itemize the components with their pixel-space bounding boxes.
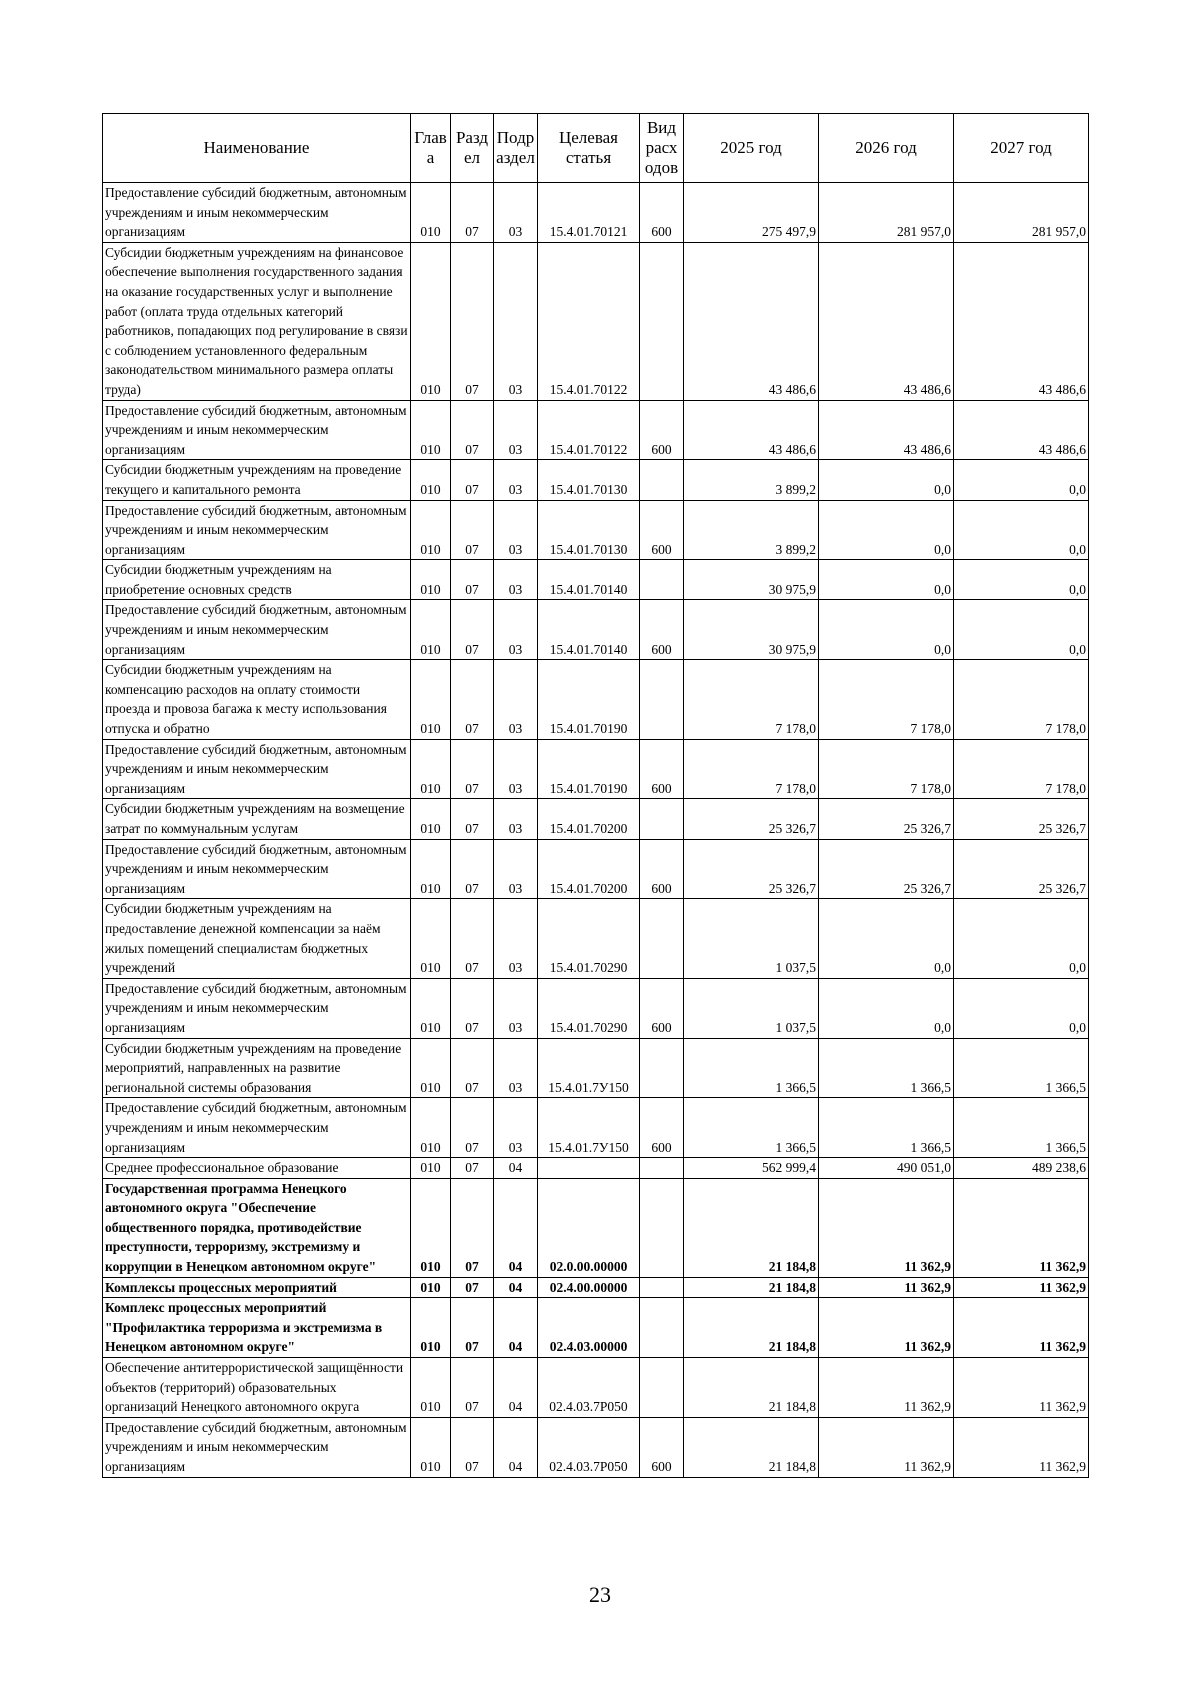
table-row — [103, 660, 1089, 739]
statya-cell: 02.0.00.00000 — [538, 1178, 640, 1277]
glava-cell: 010 — [411, 1038, 451, 1098]
razdel-cell: 07 — [451, 600, 494, 660]
row-name: Субсидии бюджетным учреждениям на возмещение затрат по коммунальным услугам — [103, 799, 411, 839]
value-2026: 281 957,0 — [819, 183, 954, 243]
row-name: Комплексы процессных мероприятий — [103, 1277, 411, 1298]
statya-cell: 15.4.01.70200 — [538, 799, 640, 839]
podrazdel-cell: 04 — [494, 1417, 538, 1477]
value-2027: 0,0 — [954, 899, 1089, 978]
vid-cell — [640, 560, 684, 600]
glava-cell: 010 — [411, 799, 451, 839]
value-2027: 0,0 — [954, 560, 1089, 600]
glava-cell: 010 — [411, 560, 451, 600]
value-2027: 11 362,9 — [954, 1178, 1089, 1277]
value-2025: 21 184,8 — [684, 1417, 819, 1477]
glava-cell: 010 — [411, 400, 451, 460]
value-2026: 11 362,9 — [819, 1277, 954, 1298]
header-podrazdel: Подр аздел — [494, 114, 538, 183]
value-2025: 30 975,9 — [684, 600, 819, 660]
vid-cell: 600 — [640, 500, 684, 560]
value-2027: 25 326,7 — [954, 839, 1089, 899]
razdel-cell: 07 — [451, 1277, 494, 1298]
razdel-cell: 07 — [451, 1038, 494, 1098]
razdel-cell: 07 — [451, 183, 494, 243]
razdel-cell: 07 — [451, 739, 494, 799]
razdel-cell: 07 — [451, 242, 494, 400]
value-2025: 7 178,0 — [684, 660, 819, 739]
value-2025: 21 184,8 — [684, 1358, 819, 1418]
vid-cell: 600 — [640, 183, 684, 243]
value-2027: 11 362,9 — [954, 1358, 1089, 1418]
table-row — [103, 1417, 1089, 1477]
podrazdel-cell: 04 — [494, 1298, 538, 1358]
value-2026: 0,0 — [819, 460, 954, 500]
statya-cell: 15.4.01.70130 — [538, 500, 640, 560]
row-name: Субсидии бюджетным учреждениям на проведение мероприятий, направленных на развитие региональной системы образования — [103, 1038, 411, 1098]
vid-cell: 600 — [640, 839, 684, 899]
value-2025: 7 178,0 — [684, 739, 819, 799]
value-2027: 11 362,9 — [954, 1417, 1089, 1477]
value-2027: 281 957,0 — [954, 183, 1089, 243]
value-2027: 0,0 — [954, 600, 1089, 660]
value-2027: 43 486,6 — [954, 242, 1089, 400]
vid-cell — [640, 242, 684, 400]
table-row — [103, 242, 1089, 400]
glava-cell: 010 — [411, 739, 451, 799]
value-2027: 0,0 — [954, 978, 1089, 1038]
vid-cell — [640, 1358, 684, 1418]
podrazdel-cell: 04 — [494, 1277, 538, 1298]
value-2027: 489 238,6 — [954, 1158, 1089, 1179]
vid-cell: 600 — [640, 600, 684, 660]
value-2026: 11 362,9 — [819, 1298, 954, 1358]
header-statya: Целевая статья — [538, 114, 640, 183]
vid-cell — [640, 1158, 684, 1179]
row-name: Обеспечение антитеррористической защищённости объектов (территорий) образовательных организаций Ненецкого автономного округа — [103, 1358, 411, 1418]
table-row — [103, 600, 1089, 660]
value-2026: 0,0 — [819, 978, 954, 1038]
header-2025: 2025 год — [684, 114, 819, 183]
razdel-cell: 07 — [451, 799, 494, 839]
value-2027: 11 362,9 — [954, 1298, 1089, 1358]
podrazdel-cell: 03 — [494, 1098, 538, 1158]
header-glava: Глав а — [411, 114, 451, 183]
row-name: Предоставление субсидий бюджетным, автономным учреждениям и иным некоммерческим организациям — [103, 400, 411, 460]
header-2027: 2027 год — [954, 114, 1089, 183]
podrazdel-cell: 03 — [494, 899, 538, 978]
razdel-cell: 07 — [451, 1298, 494, 1358]
value-2025: 1 366,5 — [684, 1098, 819, 1158]
table-row — [103, 183, 1089, 243]
value-2026: 1 366,5 — [819, 1098, 954, 1158]
glava-cell: 010 — [411, 600, 451, 660]
vid-cell: 600 — [640, 978, 684, 1038]
value-2025: 21 184,8 — [684, 1298, 819, 1358]
value-2025: 1 037,5 — [684, 978, 819, 1038]
value-2026: 0,0 — [819, 899, 954, 978]
podrazdel-cell: 03 — [494, 560, 538, 600]
value-2025: 3 899,2 — [684, 500, 819, 560]
glava-cell: 010 — [411, 1298, 451, 1358]
value-2026: 490 051,0 — [819, 1158, 954, 1179]
vid-cell — [640, 799, 684, 839]
podrazdel-cell: 04 — [494, 1178, 538, 1277]
podrazdel-cell: 03 — [494, 400, 538, 460]
table-row — [103, 739, 1089, 799]
statya-cell: 02.4.03.7Р050 — [538, 1358, 640, 1418]
value-2025: 21 184,8 — [684, 1178, 819, 1277]
value-2026: 25 326,7 — [819, 799, 954, 839]
glava-cell: 010 — [411, 1178, 451, 1277]
statya-cell: 15.4.01.7У150 — [538, 1038, 640, 1098]
row-name: Предоставление субсидий бюджетным, автономным учреждениям и иным некоммерческим организациям — [103, 183, 411, 243]
value-2026: 0,0 — [819, 500, 954, 560]
razdel-cell: 07 — [451, 978, 494, 1038]
razdel-cell: 07 — [451, 1098, 494, 1158]
header-2026: 2026 год — [819, 114, 954, 183]
value-2026: 7 178,0 — [819, 660, 954, 739]
podrazdel-cell: 03 — [494, 1038, 538, 1098]
page-number: 23 — [589, 1582, 611, 1607]
razdel-cell: 07 — [451, 400, 494, 460]
table-row — [103, 1158, 1089, 1179]
row-name: Предоставление субсидий бюджетным, автономным учреждениям и иным некоммерческим организациям — [103, 1417, 411, 1477]
razdel-cell: 07 — [451, 500, 494, 560]
row-name: Предоставление субсидий бюджетным, автономным учреждениям и иным некоммерческим организациям — [103, 739, 411, 799]
vid-cell — [640, 1277, 684, 1298]
razdel-cell: 07 — [451, 560, 494, 600]
table-row — [103, 1038, 1089, 1098]
row-name: Предоставление субсидий бюджетным, автономным учреждениям и иным некоммерческим организациям — [103, 1098, 411, 1158]
table-row — [103, 839, 1089, 899]
glava-cell: 010 — [411, 1417, 451, 1477]
table-row — [103, 560, 1089, 600]
podrazdel-cell: 03 — [494, 978, 538, 1038]
podrazdel-cell: 03 — [494, 660, 538, 739]
header-row — [103, 114, 1089, 183]
value-2027: 11 362,9 — [954, 1277, 1089, 1298]
razdel-cell: 07 — [451, 839, 494, 899]
row-name: Предоставление субсидий бюджетным, автономным учреждениям и иным некоммерческим организациям — [103, 600, 411, 660]
table-row — [103, 1098, 1089, 1158]
razdel-cell: 07 — [451, 1158, 494, 1179]
vid-cell: 600 — [640, 1417, 684, 1477]
value-2026: 7 178,0 — [819, 739, 954, 799]
vid-cell — [640, 660, 684, 739]
glava-cell: 010 — [411, 1358, 451, 1418]
glava-cell: 010 — [411, 660, 451, 739]
table-row — [103, 978, 1089, 1038]
value-2025: 562 999,4 — [684, 1158, 819, 1179]
table-row — [103, 500, 1089, 560]
statya-cell: 15.4.01.70200 — [538, 839, 640, 899]
vid-cell — [640, 899, 684, 978]
podrazdel-cell: 04 — [494, 1358, 538, 1418]
statya-cell: 15.4.01.70130 — [538, 460, 640, 500]
razdel-cell: 07 — [451, 1178, 494, 1277]
glava-cell: 010 — [411, 183, 451, 243]
vid-cell: 600 — [640, 1098, 684, 1158]
row-name: Субсидии бюджетным учреждениям на компенсацию расходов на оплату стоимости проезда и провоза багажа к месту использования отпуска и обратно — [103, 660, 411, 739]
value-2026: 0,0 — [819, 560, 954, 600]
table-row — [103, 1178, 1089, 1277]
statya-cell: 15.4.01.70190 — [538, 739, 640, 799]
statya-cell: 15.4.01.70122 — [538, 242, 640, 400]
value-2025: 275 497,9 — [684, 183, 819, 243]
podrazdel-cell: 03 — [494, 500, 538, 560]
glava-cell: 010 — [411, 839, 451, 899]
podrazdel-cell: 03 — [494, 839, 538, 899]
value-2025: 43 486,6 — [684, 242, 819, 400]
row-name: Государственная программа Ненецкого автономного округа "Обеспечение общественного порядка, противодействие преступности, терроризму, экстремизму и коррупции в Ненецком автономном округе" — [103, 1178, 411, 1277]
glava-cell: 010 — [411, 1158, 451, 1179]
podrazdel-cell: 03 — [494, 183, 538, 243]
podrazdel-cell: 03 — [494, 799, 538, 839]
glava-cell: 010 — [411, 242, 451, 400]
statya-cell: 15.4.01.70290 — [538, 899, 640, 978]
row-name: Предоставление субсидий бюджетным, автономным учреждениям и иным некоммерческим организациям — [103, 978, 411, 1038]
value-2025: 25 326,7 — [684, 839, 819, 899]
statya-cell: 02.4.00.00000 — [538, 1277, 640, 1298]
table-row — [103, 460, 1089, 500]
vid-cell — [640, 1038, 684, 1098]
table-row — [103, 799, 1089, 839]
razdel-cell: 07 — [451, 460, 494, 500]
razdel-cell: 07 — [451, 660, 494, 739]
value-2027: 7 178,0 — [954, 739, 1089, 799]
value-2025: 1 366,5 — [684, 1038, 819, 1098]
table-body — [103, 183, 1089, 1478]
row-name: Субсидии бюджетным учреждениям на предоставление денежной компенсации за наём жилых помещений специалистам бюджетных учреждений — [103, 899, 411, 978]
glava-cell: 010 — [411, 899, 451, 978]
value-2027: 7 178,0 — [954, 660, 1089, 739]
table-row — [103, 1298, 1089, 1358]
value-2025: 21 184,8 — [684, 1277, 819, 1298]
vid-cell — [640, 460, 684, 500]
glava-cell: 010 — [411, 978, 451, 1038]
header-name: Наименование — [103, 114, 411, 183]
vid-cell: 600 — [640, 400, 684, 460]
razdel-cell: 07 — [451, 1417, 494, 1477]
razdel-cell: 07 — [451, 1358, 494, 1418]
row-name: Субсидии бюджетным учреждениям на финансовое обеспечение выполнения государственного задания на оказание государственных услуг и выполнение работ (оплата труда отдельных категорий работников, попадающих под регулирование в связи с соблюдением установленного федеральным законодательством минимального размера оплаты труда) — [103, 242, 411, 400]
row-name: Комплекс процессных мероприятий "Профилактика терроризма и экстремизма в Ненецком автономном округе" — [103, 1298, 411, 1358]
glava-cell: 010 — [411, 1277, 451, 1298]
value-2027: 43 486,6 — [954, 400, 1089, 460]
row-name: Среднее профессиональное образование — [103, 1158, 411, 1179]
value-2025: 3 899,2 — [684, 460, 819, 500]
value-2025: 1 037,5 — [684, 899, 819, 978]
row-name: Субсидии бюджетным учреждениям на приобретение основных средств — [103, 560, 411, 600]
vid-cell: 600 — [640, 739, 684, 799]
value-2027: 1 366,5 — [954, 1038, 1089, 1098]
podrazdel-cell: 04 — [494, 1158, 538, 1179]
value-2026: 11 362,9 — [819, 1358, 954, 1418]
podrazdel-cell: 03 — [494, 460, 538, 500]
table-row — [103, 400, 1089, 460]
table-row — [103, 1358, 1089, 1418]
statya-cell: 15.4.01.70140 — [538, 600, 640, 660]
table-row — [103, 899, 1089, 978]
value-2027: 25 326,7 — [954, 799, 1089, 839]
value-2027: 1 366,5 — [954, 1098, 1089, 1158]
statya-cell: 15.4.01.70140 — [538, 560, 640, 600]
budget-table — [102, 113, 1089, 1478]
statya-cell: 02.4.03.00000 — [538, 1298, 640, 1358]
value-2025: 25 326,7 — [684, 799, 819, 839]
statya-cell — [538, 1158, 640, 1179]
header-razdel: Разд ел — [451, 114, 494, 183]
vid-cell — [640, 1298, 684, 1358]
row-name: Субсидии бюджетным учреждениям на проведение текущего и капитального ремонта — [103, 460, 411, 500]
value-2026: 43 486,6 — [819, 242, 954, 400]
statya-cell: 15.4.01.70190 — [538, 660, 640, 739]
header-vid: Вид расх одов — [640, 114, 684, 183]
row-name: Предоставление субсидий бюджетным, автономным учреждениям и иным некоммерческим организациям — [103, 839, 411, 899]
value-2026: 0,0 — [819, 600, 954, 660]
value-2027: 0,0 — [954, 460, 1089, 500]
value-2026: 1 366,5 — [819, 1038, 954, 1098]
value-2025: 30 975,9 — [684, 560, 819, 600]
value-2026: 25 326,7 — [819, 839, 954, 899]
glava-cell: 010 — [411, 460, 451, 500]
value-2026: 43 486,6 — [819, 400, 954, 460]
podrazdel-cell: 03 — [494, 600, 538, 660]
value-2025: 43 486,6 — [684, 400, 819, 460]
glava-cell: 010 — [411, 1098, 451, 1158]
table-row — [103, 1277, 1089, 1298]
value-2027: 0,0 — [954, 500, 1089, 560]
glava-cell: 010 — [411, 500, 451, 560]
statya-cell: 15.4.01.70122 — [538, 400, 640, 460]
row-name: Предоставление субсидий бюджетным, автономным учреждениям и иным некоммерческим организациям — [103, 500, 411, 560]
statya-cell: 15.4.01.70121 — [538, 183, 640, 243]
podrazdel-cell: 03 — [494, 739, 538, 799]
vid-cell — [640, 1178, 684, 1277]
value-2026: 11 362,9 — [819, 1178, 954, 1277]
podrazdel-cell: 03 — [494, 242, 538, 400]
razdel-cell: 07 — [451, 899, 494, 978]
statya-cell: 15.4.01.7У150 — [538, 1098, 640, 1158]
statya-cell: 02.4.03.7Р050 — [538, 1417, 640, 1477]
value-2026: 11 362,9 — [819, 1417, 954, 1477]
statya-cell: 15.4.01.70290 — [538, 978, 640, 1038]
